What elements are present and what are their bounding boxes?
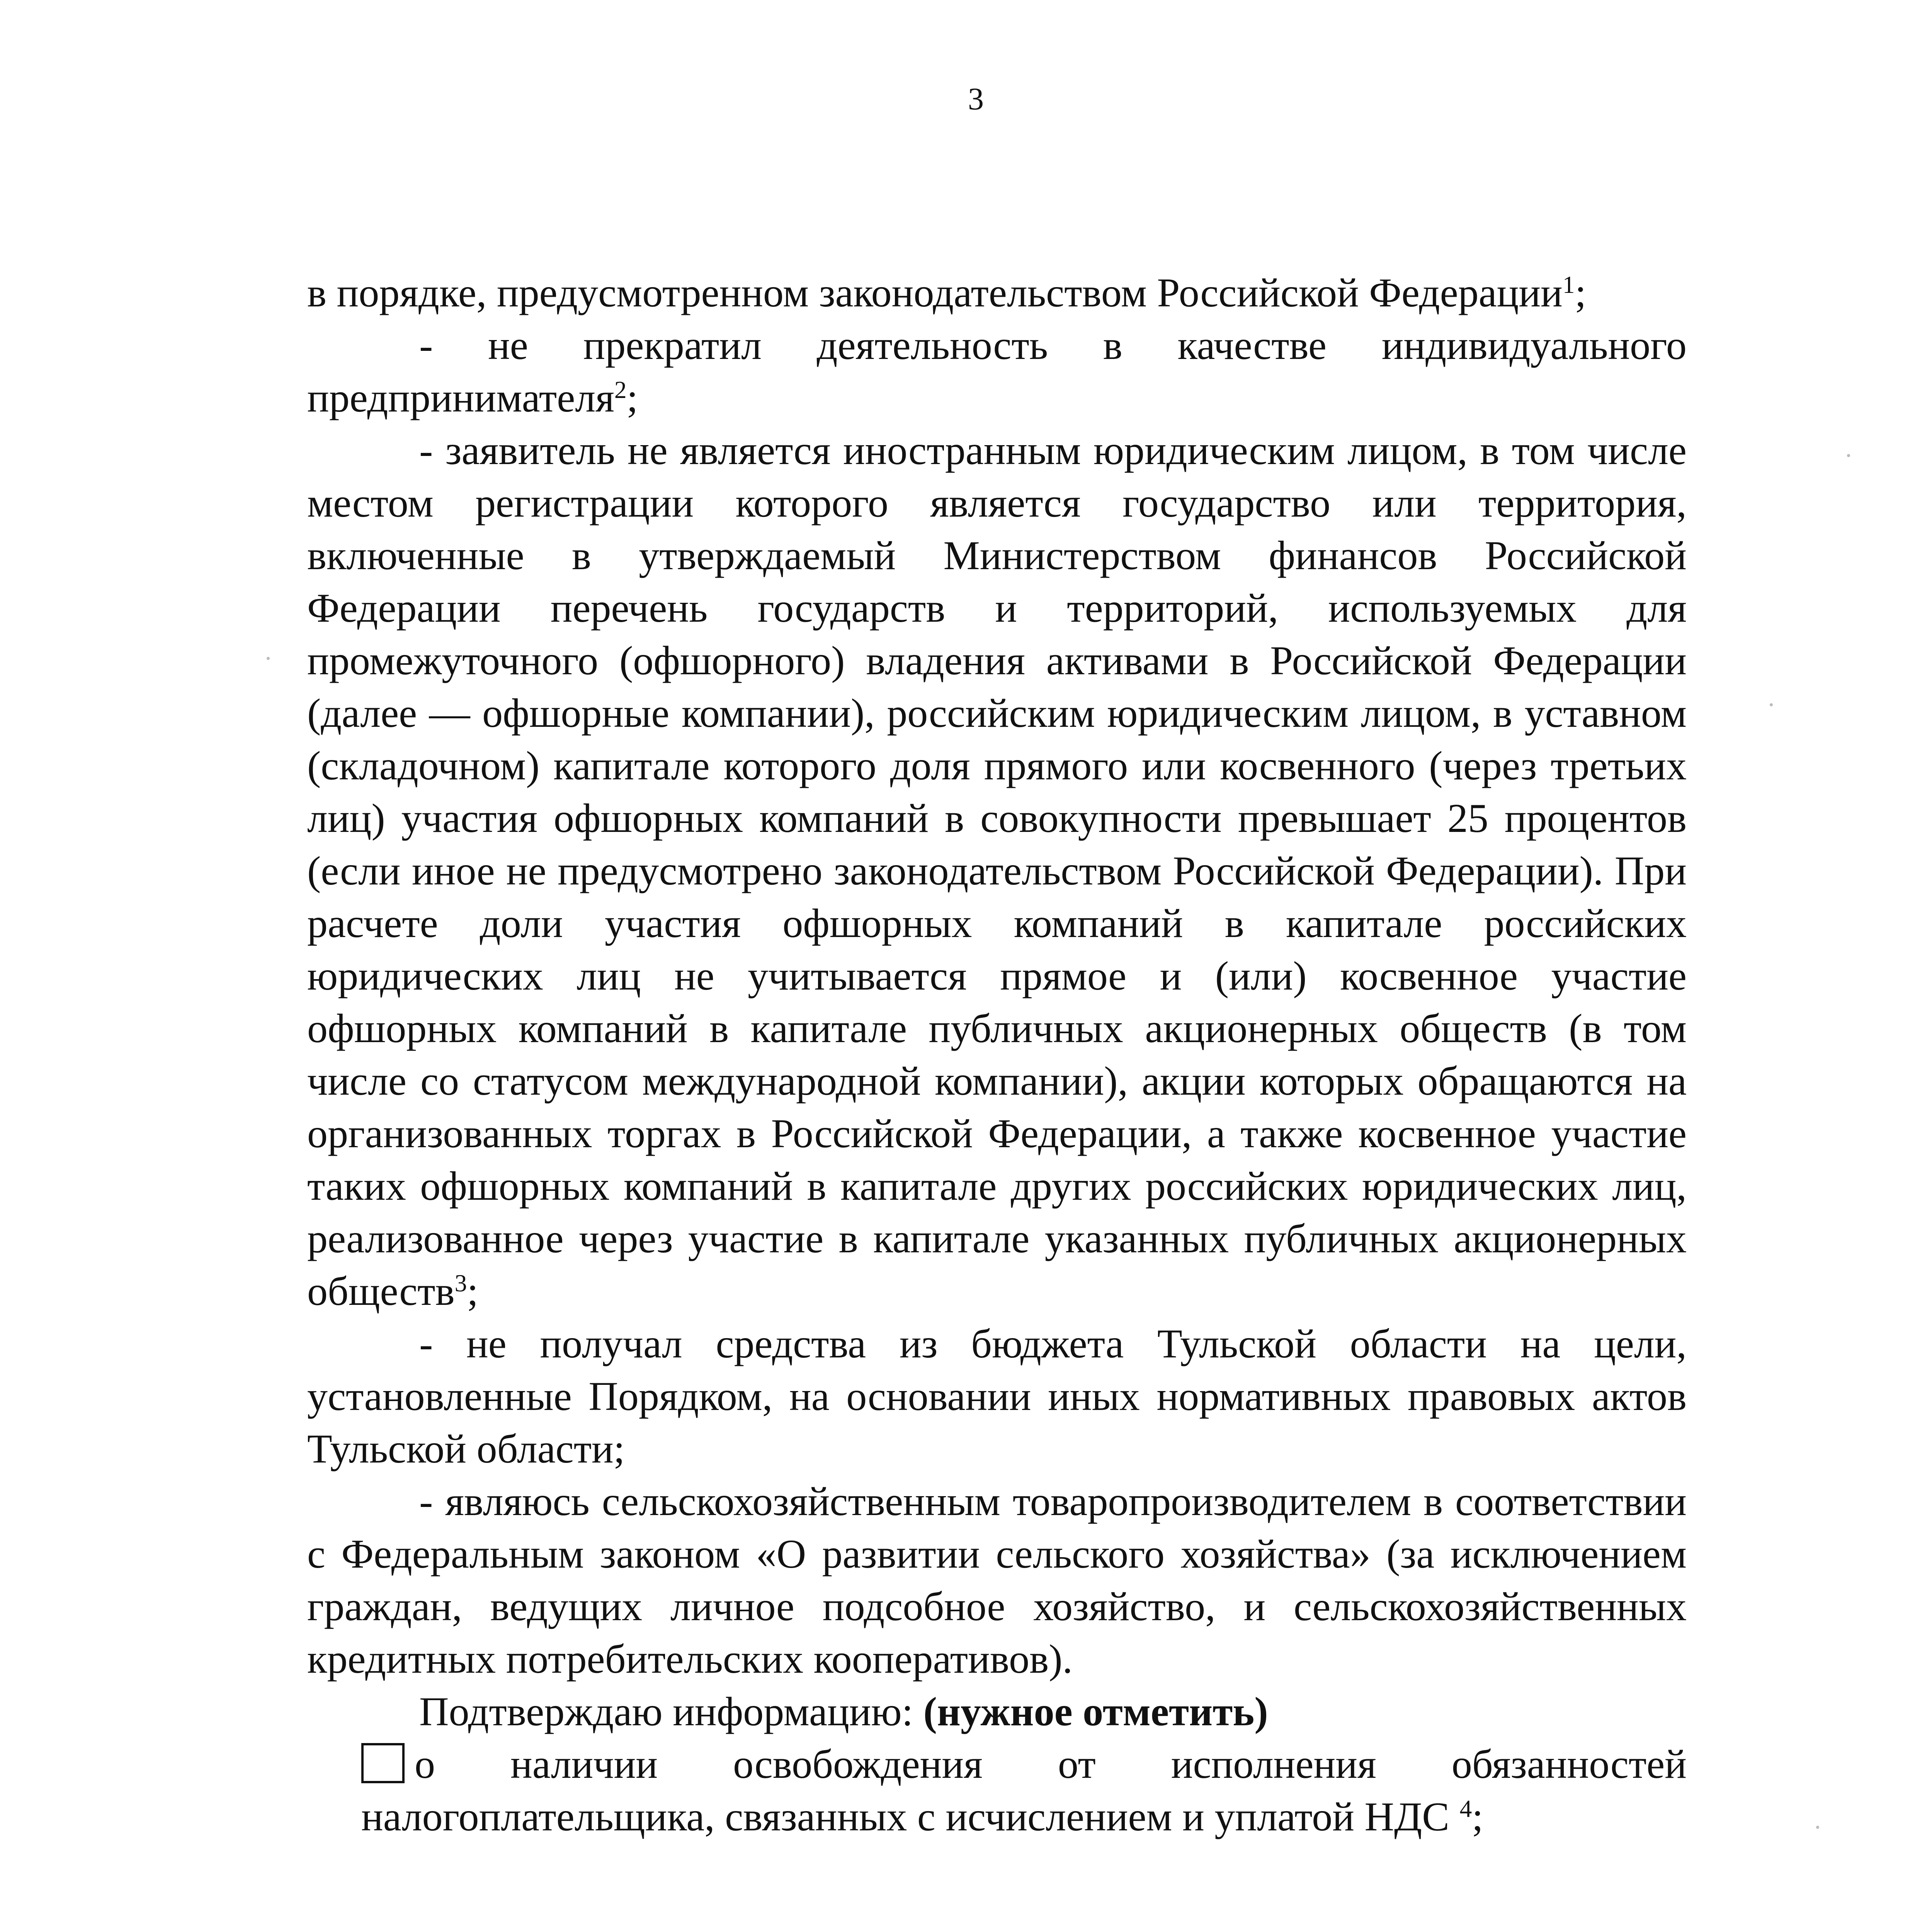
confirm-label: Подтверждаю информацию: [419, 1689, 923, 1734]
paragraph-agricultural-producer: - являюсь сельскохозяйственным товаропроизводителем в соответствии с Федеральным законом «О развитии сельского хозяйства» (за исключением граждан, ведущих личное подсобное хозяйство, и сельскохозяйственных кредитных потребительских кооперативов). [307, 1479, 1687, 1682]
footnote-ref-1: 1 [1562, 271, 1575, 299]
confirm-information-line [307, 1685, 1687, 1738]
paragraph-text: - не прекратил деятельность в качестве индивидуального предпринимателя [307, 323, 1687, 420]
vat-exemption-end: ; [1472, 1794, 1483, 1839]
vat-exemption-checkbox[interactable] [361, 1743, 405, 1783]
scan-speck [267, 657, 270, 660]
footnote-ref-4: 4 [1459, 1795, 1472, 1823]
footnote-ref-3: 3 [454, 1269, 467, 1297]
vat-exemption-text: о наличии освобождения от исполнения обязанностей налогоплательщика, связанных с исчислением и уплатой НДС [361, 1742, 1687, 1839]
document-body [307, 267, 1687, 1843]
paragraph-text: в порядке, предусмотренном законодательством Российской Федерации [307, 270, 1563, 315]
paragraph-law-compliance [307, 267, 1687, 319]
scan-speck [1816, 1826, 1819, 1829]
paragraph-end: ; [467, 1269, 478, 1314]
paragraph-text: - заявитель не является иностранным юридическим лицом, в том числе местом регистрации которого является государство или территория, включенные в утверждаемый Министерством финансов Российской Федерации перечень государств и территорий, используемых для промежуточного (офшорного) владения активами в Российской Федерации (далее — офшорные компании), российским юридическим лицом, в уставном (складочном) капитале которого доля прямого или косвенного (через третьих лиц) участия офшорных компаний в совокупности превышает 25 процентов (если иное не предусмотрено законодательством Российской Федерации). При расчете доли участия офшорных компаний в капитале российских юридических лиц не учитывается прямое и (или) косвенное участие офшорных компаний в капитале публичных акционерных обществ (в том числе со статусом международной компании), акции которых обращаются на организованных торгах в Российской Федерации, а также косвенное участие таких офшорных компаний в капитале других российских юридических лиц, реализованное через участие в капитале указанных публичных акционерных обществ [307, 428, 1687, 1314]
paragraph-budget-funds: - не получал средства из бюджета Тульской области на цели, установленные Порядком, на основании иных нормативных правовых актов Тульской области; [307, 1321, 1687, 1471]
paragraph-offshore [307, 424, 1687, 1318]
footnote-ref-2: 2 [614, 376, 627, 404]
confirm-instruction: (нужное отметить) [923, 1689, 1268, 1734]
page-number: 3 [968, 81, 984, 116]
vat-exemption-option [307, 1738, 1687, 1843]
paragraph-end: ; [1575, 270, 1587, 315]
paragraph-end: ; [626, 375, 638, 420]
scan-speck [1770, 703, 1773, 706]
paragraph-entrepreneur [307, 319, 1687, 424]
scan-speck [1847, 454, 1850, 457]
